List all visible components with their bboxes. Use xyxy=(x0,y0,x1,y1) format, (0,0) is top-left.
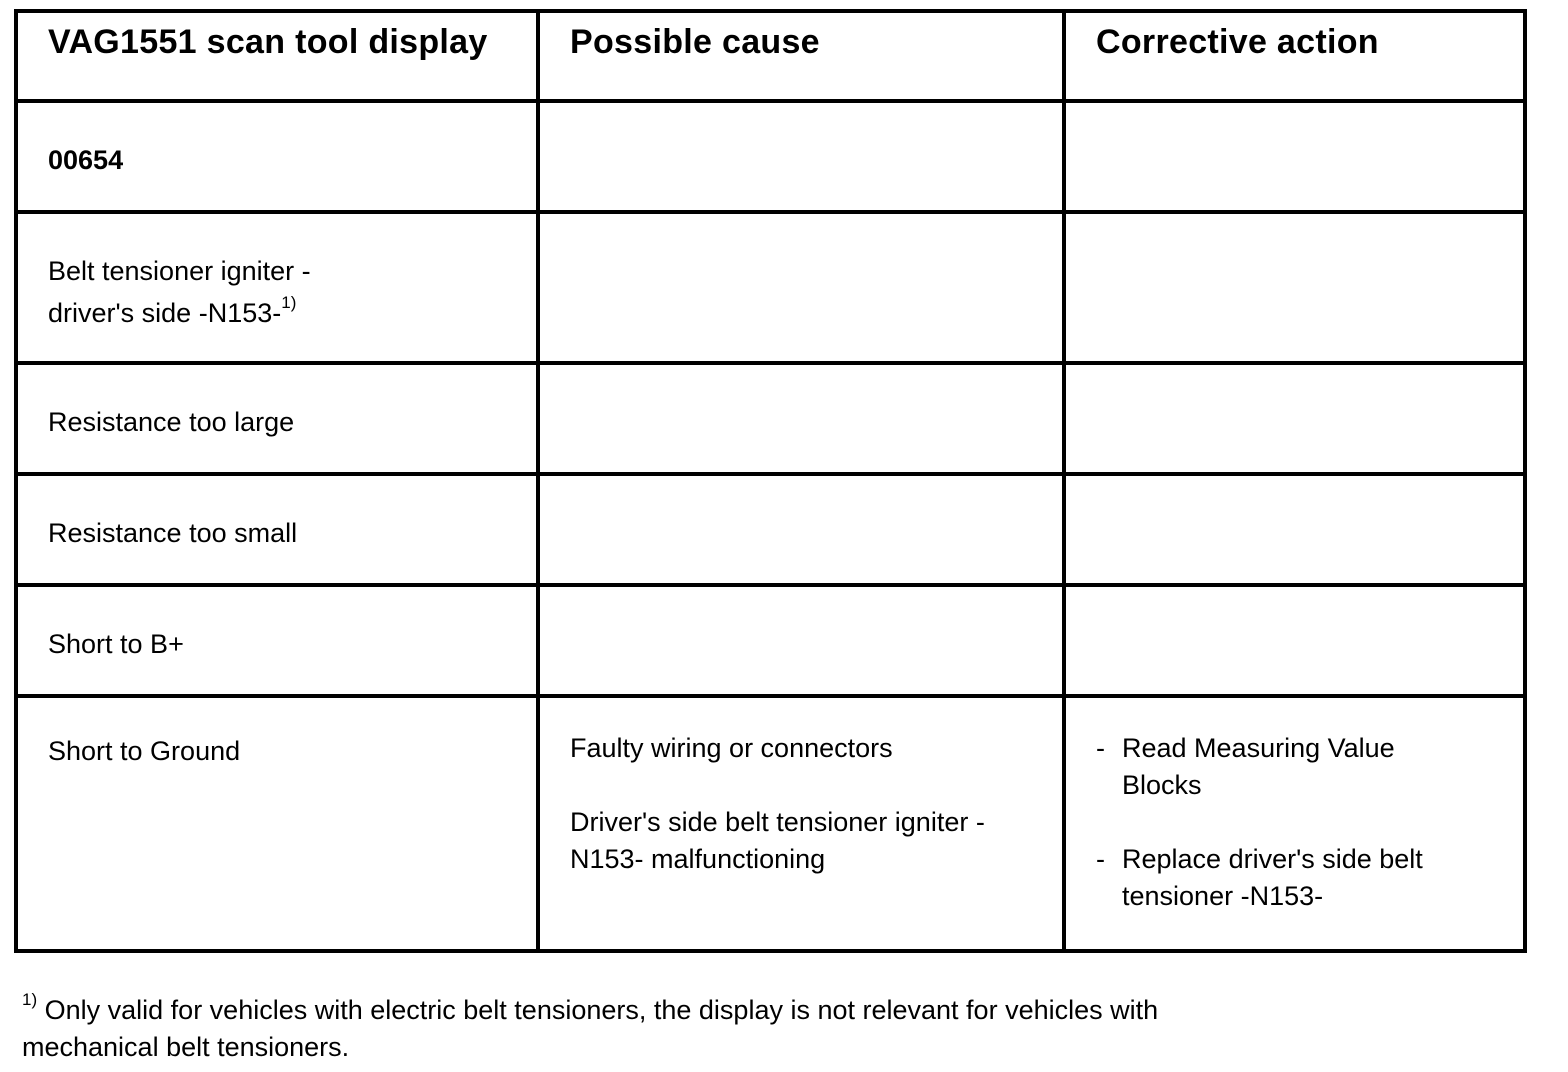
header-action: Corrective action xyxy=(1096,23,1379,61)
action-cell xyxy=(1064,212,1523,363)
header-action-cell xyxy=(1064,13,1523,101)
fault-resistance-large: Resistance too large xyxy=(48,407,295,437)
header-cause: Possible cause xyxy=(570,23,820,61)
corrective-actions xyxy=(1066,698,1523,915)
table-row xyxy=(18,101,1523,212)
footnote-line-2: mechanical belt tensioners. xyxy=(22,1032,350,1062)
action-read-blocks xyxy=(1066,730,1523,804)
action-read-blocks-text xyxy=(1122,730,1523,804)
fault-code: 00654 xyxy=(48,145,124,175)
header-cause-cell xyxy=(538,13,1064,101)
table-row xyxy=(18,474,1523,585)
display-cell xyxy=(18,474,538,585)
component-line-2: driver's side -N153- xyxy=(48,298,282,328)
fault-short-ground: Short to Ground xyxy=(48,736,241,766)
table-header-row xyxy=(18,13,1523,101)
action-cell xyxy=(1064,585,1523,696)
component-name xyxy=(18,214,536,334)
display-cell xyxy=(18,696,538,949)
footnote-mark: 1) xyxy=(22,990,38,1009)
action-cell xyxy=(1064,101,1523,212)
header-display-cell xyxy=(18,13,538,101)
fault-code-table xyxy=(18,13,1523,949)
component-line-2-wrap xyxy=(48,292,536,334)
action-replace-tensioner-text xyxy=(1122,841,1523,915)
table-row xyxy=(18,585,1523,696)
action-replace-line-2: tensioner -N153- xyxy=(1122,881,1324,911)
cause-cell xyxy=(538,474,1064,585)
footnote-line-1: Only valid for vehicles with electric belt tensioners, the display is not relevant for vehicles with xyxy=(37,995,1159,1025)
table-row xyxy=(18,363,1523,474)
action-cell xyxy=(1064,696,1523,949)
fault-short-b-plus: Short to B+ xyxy=(48,629,184,659)
action-read-blocks-line-1: Read Measuring Value xyxy=(1122,733,1395,763)
cause-cell xyxy=(538,363,1064,474)
fault-code-table-frame xyxy=(14,9,1527,953)
bullet-dash: - xyxy=(1096,733,1105,763)
bullet-dash: - xyxy=(1096,844,1105,874)
display-cell xyxy=(18,585,538,696)
action-cell xyxy=(1064,363,1523,474)
action-read-blocks-line-2: Blocks xyxy=(1122,770,1202,800)
action-cell xyxy=(1064,474,1523,585)
cause-cell xyxy=(538,696,1064,949)
header-display: VAG1551 scan tool display xyxy=(48,23,488,61)
table-row xyxy=(18,212,1523,363)
display-cell xyxy=(18,212,538,363)
cause-igniter-line-1: Driver's side belt tensioner igniter - xyxy=(570,807,985,837)
footnote xyxy=(22,992,1272,1066)
spacer xyxy=(570,767,1062,804)
cause-cell xyxy=(538,585,1064,696)
cause-cell xyxy=(538,101,1064,212)
spacer xyxy=(1066,804,1523,841)
display-cell xyxy=(18,101,538,212)
possible-causes xyxy=(540,698,1062,878)
footnote-line-1-wrap xyxy=(22,992,1272,1029)
component-line-1: Belt tensioner igniter - xyxy=(48,256,311,286)
display-cell xyxy=(18,363,538,474)
fault-resistance-small: Resistance too small xyxy=(48,518,298,548)
action-replace-tensioner xyxy=(1066,841,1523,915)
cause-wiring: Faulty wiring or connectors xyxy=(570,733,893,763)
cause-cell xyxy=(538,212,1064,363)
cause-igniter-line-2: N153- malfunctioning xyxy=(570,844,826,874)
table-row xyxy=(18,696,1523,949)
footnote-reference: 1) xyxy=(281,293,297,312)
action-replace-line-1: Replace driver's side belt xyxy=(1122,844,1423,874)
